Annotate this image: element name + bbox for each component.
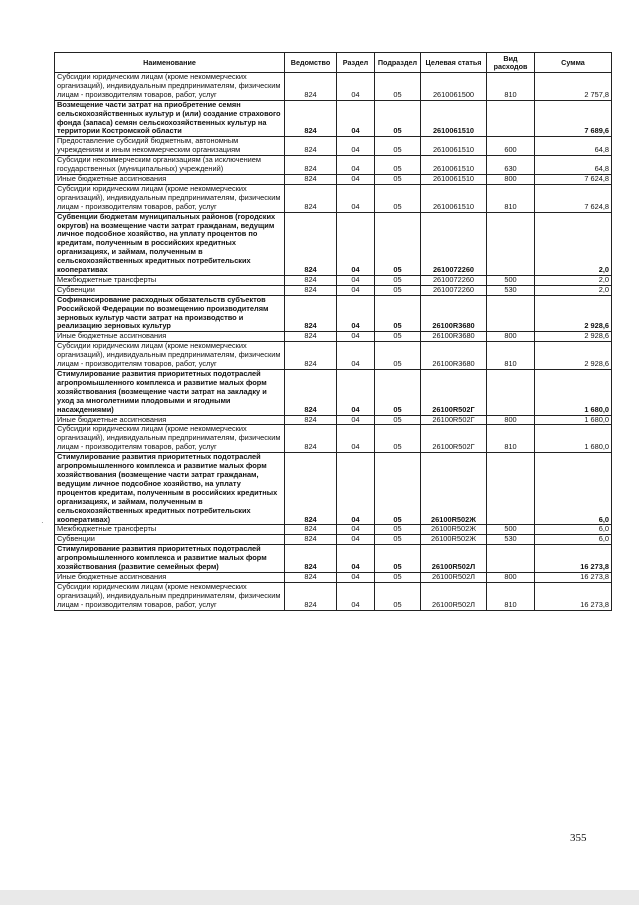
row-razdel-cell: 04 xyxy=(337,582,375,610)
table-row xyxy=(55,295,612,332)
row-vedomstvo-cell: 824 xyxy=(285,137,337,156)
row-razdel-cell: 04 xyxy=(337,285,375,295)
row-name-cell: Субсидии юридическим лицам (кроме некоммерческих организаций), индивидуальным предпринимателям, физическим лицам - производителям товаров, работ, услуг xyxy=(55,342,285,370)
row-podrazdel-cell: 05 xyxy=(375,425,421,453)
row-name-cell: Возмещение части затрат на приобретение семян сельскохозяйственных культур и (или) создание страхового фонда (запаса) семян сельскохозяйственных культур на территории Костромской области xyxy=(55,100,285,137)
row-summa-cell: 16 273,8 xyxy=(535,572,612,582)
row-celevaya-statya-cell: 2610072260 xyxy=(421,275,487,285)
row-podrazdel-cell: 05 xyxy=(375,212,421,275)
row-vid-raskhodov-cell: 810 xyxy=(487,184,535,212)
table-row xyxy=(55,73,612,101)
table-row xyxy=(55,545,612,573)
table-row xyxy=(55,174,612,184)
table-row xyxy=(55,525,612,535)
row-vedomstvo-cell: 824 xyxy=(285,174,337,184)
row-vedomstvo-cell: 824 xyxy=(285,212,337,275)
row-name-cell: Субсидии юридическим лицам (кроме некоммерческих организаций), индивидуальным предпринимателям, физическим лицам - производителям товаров, работ, услуг xyxy=(55,582,285,610)
row-name-cell: Субвенции xyxy=(55,535,285,545)
row-razdel-cell: 04 xyxy=(337,525,375,535)
row-vid-raskhodov-cell: 500 xyxy=(487,275,535,285)
row-podrazdel-cell: 05 xyxy=(375,275,421,285)
row-summa-cell: 6,0 xyxy=(535,535,612,545)
row-vedomstvo-cell: 824 xyxy=(285,425,337,453)
row-razdel-cell: 04 xyxy=(337,156,375,175)
row-summa-cell: 2 757,8 xyxy=(535,73,612,101)
row-summa-cell: 7 624,8 xyxy=(535,174,612,184)
row-summa-cell: 2,0 xyxy=(535,275,612,285)
row-vid-raskhodov-cell: 530 xyxy=(487,285,535,295)
budget-table xyxy=(54,52,612,611)
row-summa-cell: 16 273,8 xyxy=(535,582,612,610)
row-summa-cell: 64,8 xyxy=(535,156,612,175)
row-summa-cell: 2,0 xyxy=(535,285,612,295)
row-summa-cell: 2 928,6 xyxy=(535,342,612,370)
header-podrazdel: Подраздел xyxy=(375,53,421,73)
table-row xyxy=(55,370,612,416)
row-podrazdel-cell: 05 xyxy=(375,156,421,175)
row-name-cell: Стимулирование развития приоритетных подотраслей агропромышленного комплекса и развитие малых форм хозяйствования (возмещение части затрат гражданам, ведущим личное подсобное хозяйство, на уплату процентов кредитам, полученным в российских кредитных организациях, и займам, полученным в сельскохозяйственных кредитных потребительских кооперативах) xyxy=(55,453,285,525)
row-razdel-cell: 04 xyxy=(337,212,375,275)
row-razdel-cell: 04 xyxy=(337,535,375,545)
row-name-cell: Субсидии юридическим лицам (кроме некоммерческих организаций), индивидуальным предпринимателям, физическим лицам - производителям товаров, работ, услуг xyxy=(55,73,285,101)
table-row xyxy=(55,184,612,212)
row-podrazdel-cell: 05 xyxy=(375,342,421,370)
row-razdel-cell: 04 xyxy=(337,174,375,184)
row-podrazdel-cell: 05 xyxy=(375,535,421,545)
row-razdel-cell: 04 xyxy=(337,425,375,453)
table-row xyxy=(55,572,612,582)
row-podrazdel-cell: 05 xyxy=(375,582,421,610)
row-vedomstvo-cell: 824 xyxy=(285,342,337,370)
row-summa-cell: 1 680,0 xyxy=(535,425,612,453)
row-vid-raskhodov-cell xyxy=(487,370,535,416)
row-summa-cell: 1 680,0 xyxy=(535,370,612,416)
row-summa-cell: 2 928,6 xyxy=(535,295,612,332)
row-name-cell: Субсидии юридическим лицам (кроме некоммерческих организаций), индивидуальным предпринимателям, физическим лицам - производителям товаров, работ, услуг xyxy=(55,425,285,453)
row-name-cell: Межбюджетные трансферты xyxy=(55,525,285,535)
row-podrazdel-cell: 05 xyxy=(375,100,421,137)
row-celevaya-statya-cell: 26100R502Г xyxy=(421,415,487,425)
row-vid-raskhodov-cell: 810 xyxy=(487,582,535,610)
row-vid-raskhodov-cell xyxy=(487,453,535,525)
row-razdel-cell: 04 xyxy=(337,342,375,370)
row-vedomstvo-cell: 824 xyxy=(285,156,337,175)
row-celevaya-statya-cell: 26100R502Г xyxy=(421,425,487,453)
row-vid-raskhodov-cell: 630 xyxy=(487,156,535,175)
row-name-cell: Стимулирование развития приоритетных подотраслей агропромышленного комплекса и развитие малых форм хозяйствования (возмещение части затрат на закладку и уход за многолетними плодовыми и ягодными насаждениями) xyxy=(55,370,285,416)
row-razdel-cell: 04 xyxy=(337,545,375,573)
row-podrazdel-cell: 05 xyxy=(375,73,421,101)
header-name: Наименование xyxy=(55,53,285,73)
row-name-cell: Субвенции бюджетам муниципальных районов (городских округов) на возмещение части затрат гражданам, ведущим личное подсобное хозяйство, на уплату процентов по кредитам, полученным в российских кредитных организациях, и займам, полученным в сельскохозяйственных кредитных потребительских кооперативах xyxy=(55,212,285,275)
viewer-bottom-strip xyxy=(0,890,639,905)
table-row xyxy=(55,425,612,453)
table-row xyxy=(55,275,612,285)
row-razdel-cell: 04 xyxy=(337,370,375,416)
row-summa-cell: 64,8 xyxy=(535,137,612,156)
row-vedomstvo-cell: 824 xyxy=(285,184,337,212)
row-vid-raskhodov-cell: 810 xyxy=(487,425,535,453)
row-razdel-cell: 04 xyxy=(337,572,375,582)
table-row xyxy=(55,100,612,137)
row-summa-cell: 7 624,8 xyxy=(535,184,612,212)
row-vid-raskhodov-cell xyxy=(487,295,535,332)
row-vid-raskhodov-cell: 810 xyxy=(487,342,535,370)
row-name-cell: Субсидии некоммерческим организациям (за исключением государственных (муниципальных) учреждений) xyxy=(55,156,285,175)
row-razdel-cell: 04 xyxy=(337,295,375,332)
table-row xyxy=(55,332,612,342)
row-vid-raskhodov-cell: 800 xyxy=(487,572,535,582)
table-row xyxy=(55,342,612,370)
row-vedomstvo-cell: 824 xyxy=(285,545,337,573)
row-razdel-cell: 04 xyxy=(337,73,375,101)
row-summa-cell: 7 689,6 xyxy=(535,100,612,137)
row-celevaya-statya-cell: 2610072260 xyxy=(421,285,487,295)
row-vid-raskhodov-cell xyxy=(487,100,535,137)
row-name-cell: Иные бюджетные ассигнования xyxy=(55,332,285,342)
row-summa-cell: 6,0 xyxy=(535,453,612,525)
header-summa: Сумма xyxy=(535,53,612,73)
row-vid-raskhodov-cell: 800 xyxy=(487,174,535,184)
row-name-cell: Софинансирование расходных обязательств субъектов Российской Федерации по возмещению производителям зерновых культур части затрат на производство и реализацию зерновых культур xyxy=(55,295,285,332)
row-name-cell: Стимулирование развития приоритетных подотраслей агропромышленного комплекса и развитие малых форм хозяйствования (развитие семейных ферм) xyxy=(55,545,285,573)
row-celevaya-statya-cell: 2610061510 xyxy=(421,156,487,175)
margin-mark: · xyxy=(41,518,44,527)
row-vid-raskhodov-cell: 800 xyxy=(487,332,535,342)
header-vid-raskhodov: Вид расходов xyxy=(487,53,535,73)
row-vedomstvo-cell: 824 xyxy=(285,572,337,582)
row-vid-raskhodov-cell: 500 xyxy=(487,525,535,535)
page-number: 355 xyxy=(570,832,587,844)
row-vedomstvo-cell: 824 xyxy=(285,285,337,295)
row-name-cell: Иные бюджетные ассигнования xyxy=(55,572,285,582)
table-row xyxy=(55,137,612,156)
row-vedomstvo-cell: 824 xyxy=(285,332,337,342)
row-name-cell: Иные бюджетные ассигнования xyxy=(55,174,285,184)
row-celevaya-statya-cell: 26100R3680 xyxy=(421,342,487,370)
row-vid-raskhodov-cell xyxy=(487,545,535,573)
row-celevaya-statya-cell: 26100R502Ж xyxy=(421,453,487,525)
row-podrazdel-cell: 05 xyxy=(375,415,421,425)
row-vedomstvo-cell: 824 xyxy=(285,100,337,137)
row-summa-cell: 1 680,0 xyxy=(535,415,612,425)
row-name-cell: Иные бюджетные ассигнования xyxy=(55,415,285,425)
row-vedomstvo-cell: 824 xyxy=(285,370,337,416)
row-podrazdel-cell: 05 xyxy=(375,453,421,525)
row-vedomstvo-cell: 824 xyxy=(285,453,337,525)
row-vedomstvo-cell: 824 xyxy=(285,415,337,425)
row-podrazdel-cell: 05 xyxy=(375,572,421,582)
table-row xyxy=(55,453,612,525)
row-podrazdel-cell: 05 xyxy=(375,295,421,332)
table-row xyxy=(55,285,612,295)
row-celevaya-statya-cell: 26100R502Г xyxy=(421,370,487,416)
row-razdel-cell: 04 xyxy=(337,137,375,156)
row-name-cell: Субсидии юридическим лицам (кроме некоммерческих организаций), индивидуальным предпринимателям, физическим лицам - производителям товаров, работ, услуг xyxy=(55,184,285,212)
row-podrazdel-cell: 05 xyxy=(375,525,421,535)
row-celevaya-statya-cell: 2610061510 xyxy=(421,184,487,212)
row-vid-raskhodov-cell: 800 xyxy=(487,415,535,425)
row-celevaya-statya-cell: 26100R502Ж xyxy=(421,525,487,535)
row-celevaya-statya-cell: 2610061510 xyxy=(421,137,487,156)
row-summa-cell: 6,0 xyxy=(535,525,612,535)
table-row xyxy=(55,535,612,545)
row-vid-raskhodov-cell: 530 xyxy=(487,535,535,545)
row-razdel-cell: 04 xyxy=(337,275,375,285)
header-celevaya-statya: Целевая статья xyxy=(421,53,487,73)
row-summa-cell: 2,0 xyxy=(535,212,612,275)
row-celevaya-statya-cell: 2610061510 xyxy=(421,100,487,137)
table-header-row xyxy=(55,53,612,73)
row-razdel-cell: 04 xyxy=(337,415,375,425)
row-name-cell: Субвенции xyxy=(55,285,285,295)
row-summa-cell: 2 928,6 xyxy=(535,332,612,342)
row-vid-raskhodov-cell: 810 xyxy=(487,73,535,101)
table-body xyxy=(55,73,612,611)
row-razdel-cell: 04 xyxy=(337,100,375,137)
row-vedomstvo-cell: 824 xyxy=(285,535,337,545)
header-vedomstvo: Ведомство xyxy=(285,53,337,73)
row-celevaya-statya-cell: 26100R502Л xyxy=(421,545,487,573)
table-row xyxy=(55,212,612,275)
row-celevaya-statya-cell: 26100R502Л xyxy=(421,582,487,610)
row-celevaya-statya-cell: 2610061500 xyxy=(421,73,487,101)
row-celevaya-statya-cell: 2610072260 xyxy=(421,212,487,275)
table-row xyxy=(55,156,612,175)
row-summa-cell: 16 273,8 xyxy=(535,545,612,573)
table-row xyxy=(55,415,612,425)
row-razdel-cell: 04 xyxy=(337,453,375,525)
row-razdel-cell: 04 xyxy=(337,184,375,212)
row-vedomstvo-cell: 824 xyxy=(285,275,337,285)
row-celevaya-statya-cell: 2610061510 xyxy=(421,174,487,184)
row-name-cell: Межбюджетные трансферты xyxy=(55,275,285,285)
table-row xyxy=(55,582,612,610)
row-name-cell: Предоставление субсидий бюджетным, автономным учреждениям и иным некоммерческим организациям xyxy=(55,137,285,156)
row-celevaya-statya-cell: 26100R3680 xyxy=(421,332,487,342)
row-podrazdel-cell: 05 xyxy=(375,285,421,295)
row-podrazdel-cell: 05 xyxy=(375,370,421,416)
row-vedomstvo-cell: 824 xyxy=(285,525,337,535)
row-celevaya-statya-cell: 26100R502Л xyxy=(421,572,487,582)
header-razdel: Раздел xyxy=(337,53,375,73)
row-celevaya-statya-cell: 26100R502Ж xyxy=(421,535,487,545)
row-vedomstvo-cell: 824 xyxy=(285,295,337,332)
row-podrazdel-cell: 05 xyxy=(375,174,421,184)
row-vid-raskhodov-cell: 600 xyxy=(487,137,535,156)
row-podrazdel-cell: 05 xyxy=(375,545,421,573)
row-podrazdel-cell: 05 xyxy=(375,332,421,342)
row-vedomstvo-cell: 824 xyxy=(285,582,337,610)
row-vedomstvo-cell: 824 xyxy=(285,73,337,101)
row-celevaya-statya-cell: 26100R3680 xyxy=(421,295,487,332)
row-razdel-cell: 04 xyxy=(337,332,375,342)
row-podrazdel-cell: 05 xyxy=(375,184,421,212)
row-vid-raskhodov-cell xyxy=(487,212,535,275)
row-podrazdel-cell: 05 xyxy=(375,137,421,156)
